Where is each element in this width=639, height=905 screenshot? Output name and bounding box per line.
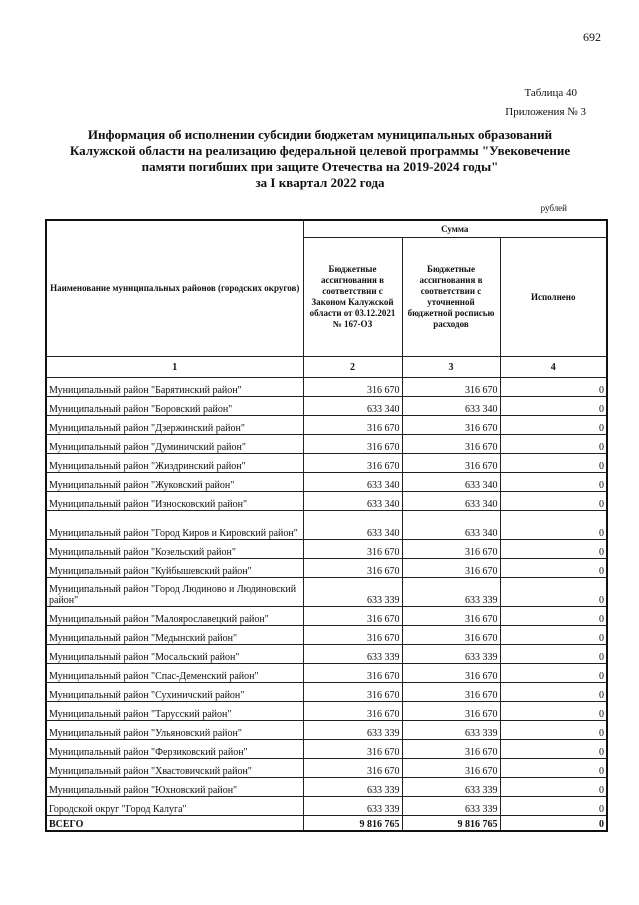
total-budget: 9 816 765: [402, 816, 500, 832]
table-row: [46, 607, 607, 626]
table-row: [46, 740, 607, 759]
executed-amount: 0: [500, 397, 607, 416]
executed-amount: 0: [500, 492, 607, 511]
header-sum: Сумма: [303, 220, 607, 238]
district-name: Муниципальный район "Тарусский район": [46, 702, 303, 721]
title-line: Информация об исполнении субсидии бюджетам муниципальных образований: [87, 127, 553, 142]
table-row: [46, 435, 607, 454]
law-allocation: 633 340: [303, 492, 402, 511]
column-number: 2: [303, 357, 402, 378]
district-name: Муниципальный район "Город Киров и Кировский район": [46, 511, 303, 540]
district-name: Муниципальный район "Спас-Деменский район": [46, 664, 303, 683]
table-row: [46, 702, 607, 721]
executed-amount: 0: [500, 797, 607, 816]
table-row: [46, 559, 607, 578]
column-number: 4: [500, 357, 607, 378]
appendix-label: Приложения № 3: [505, 106, 586, 118]
district-name: Муниципальный район "Сухиничский район": [46, 683, 303, 702]
budget-allocation: 633 340: [402, 397, 500, 416]
title-line: памяти погибших при защите Отечества на 2019-2024 годы": [141, 159, 499, 174]
title-line: за I квартал 2022 года: [255, 175, 385, 190]
table-row: [46, 721, 607, 740]
executed-amount: 0: [500, 740, 607, 759]
budget-allocation: 316 670: [402, 416, 500, 435]
law-allocation: 316 670: [303, 378, 402, 397]
district-name: Муниципальный район "Юхновский район": [46, 778, 303, 797]
table-row: [46, 578, 607, 607]
table-row: [46, 626, 607, 645]
executed-amount: 0: [500, 511, 607, 540]
district-name: Муниципальный район "Ульяновский район": [46, 721, 303, 740]
budget-allocation: 633 339: [402, 778, 500, 797]
law-allocation: 316 670: [303, 759, 402, 778]
district-name: Муниципальный район "Медынский район": [46, 626, 303, 645]
table-row: [46, 645, 607, 664]
executed-amount: 0: [500, 540, 607, 559]
budget-allocation: 633 339: [402, 645, 500, 664]
district-name: Муниципальный район "Малоярославецкий район": [46, 607, 303, 626]
executed-amount: 0: [500, 721, 607, 740]
table-row: [46, 416, 607, 435]
budget-allocation: 633 340: [402, 511, 500, 540]
document-title: [40, 127, 600, 191]
budget-allocation: 316 670: [402, 540, 500, 559]
budget-allocation: 316 670: [402, 683, 500, 702]
district-name: Муниципальный район "Износковский район": [46, 492, 303, 511]
budget-allocation: 316 670: [402, 626, 500, 645]
budget-allocation: 316 670: [402, 378, 500, 397]
executed-amount: 0: [500, 378, 607, 397]
law-allocation: 633 339: [303, 778, 402, 797]
units-label: рублей: [540, 203, 567, 213]
header-executed: Исполнено: [500, 238, 607, 357]
budget-allocation: 633 339: [402, 578, 500, 607]
executed-amount: 0: [500, 559, 607, 578]
law-allocation: 316 670: [303, 664, 402, 683]
executed-amount: 0: [500, 435, 607, 454]
executed-amount: 0: [500, 578, 607, 607]
table-row: [46, 759, 607, 778]
executed-amount: 0: [500, 683, 607, 702]
law-allocation: 316 670: [303, 559, 402, 578]
budget-allocation: 316 670: [402, 607, 500, 626]
executed-amount: 0: [500, 607, 607, 626]
budget-allocation: 316 670: [402, 740, 500, 759]
law-allocation: 316 670: [303, 435, 402, 454]
district-name: Муниципальный район "Город Людиново и Людиновский район": [46, 578, 303, 607]
law-allocation: 633 340: [303, 397, 402, 416]
column-number: 3: [402, 357, 500, 378]
executed-amount: 0: [500, 702, 607, 721]
law-allocation: 633 339: [303, 797, 402, 816]
table-number: Таблица 40: [524, 87, 577, 99]
table-row: [46, 378, 607, 397]
district-name: Муниципальный район "Жуковский район": [46, 473, 303, 492]
law-allocation: 316 670: [303, 416, 402, 435]
district-name: Муниципальный район "Ферзиковский район": [46, 740, 303, 759]
subsidy-table: [45, 219, 608, 832]
budget-allocation: 316 670: [402, 454, 500, 473]
law-allocation: 316 670: [303, 607, 402, 626]
executed-amount: 0: [500, 473, 607, 492]
district-name: Муниципальный район "Дзержинский район": [46, 416, 303, 435]
executed-amount: 0: [500, 645, 607, 664]
budget-allocation: 316 670: [402, 759, 500, 778]
law-allocation: 316 670: [303, 740, 402, 759]
budget-allocation: 633 339: [402, 721, 500, 740]
budget-allocation: 316 670: [402, 702, 500, 721]
header-budget-allocations: Бюджетные ассигнования в соответствии с уточненной бюджетной росписью расходов: [402, 238, 500, 357]
law-allocation: 633 339: [303, 721, 402, 740]
budget-allocation: 316 670: [402, 559, 500, 578]
budget-allocation: 633 340: [402, 473, 500, 492]
law-allocation: 316 670: [303, 454, 402, 473]
district-name: Городской округ "Город Калуга": [46, 797, 303, 816]
table-row: [46, 511, 607, 540]
budget-allocation: 633 340: [402, 492, 500, 511]
district-name: Муниципальный район "Боровский район": [46, 397, 303, 416]
total-row: [46, 816, 607, 832]
district-name: Муниципальный район "Думиничский район": [46, 435, 303, 454]
district-name: Муниципальный район "Жиздринский район": [46, 454, 303, 473]
law-allocation: 316 670: [303, 626, 402, 645]
district-name: Муниципальный район "Мосальский район": [46, 645, 303, 664]
header-name: Наименование муниципальных районов (городских округов): [46, 220, 303, 357]
table-row: [46, 540, 607, 559]
total-label: ВСЕГО: [46, 816, 303, 832]
total-law: 9 816 765: [303, 816, 402, 832]
total-executed: 0: [500, 816, 607, 832]
law-allocation: 633 340: [303, 511, 402, 540]
executed-amount: 0: [500, 416, 607, 435]
executed-amount: 0: [500, 454, 607, 473]
header-law-allocations: Бюджетные ассигнования в соответствии с Законом Калужской области от 03.12.2021 № 167-ОЗ: [303, 238, 402, 357]
table-row: [46, 397, 607, 416]
budget-allocation: 633 339: [402, 797, 500, 816]
budget-allocation: 316 670: [402, 664, 500, 683]
executed-amount: 0: [500, 778, 607, 797]
district-name: Муниципальный район "Козельский район": [46, 540, 303, 559]
executed-amount: 0: [500, 664, 607, 683]
table-row: [46, 683, 607, 702]
executed-amount: 0: [500, 626, 607, 645]
law-allocation: 633 340: [303, 473, 402, 492]
table-row: [46, 454, 607, 473]
table-row: [46, 664, 607, 683]
table-row: [46, 797, 607, 816]
title-line: Калужской области на реализацию федеральной целевой программы "Увековечение: [69, 143, 571, 158]
executed-amount: 0: [500, 759, 607, 778]
column-number: 1: [46, 357, 303, 378]
table-row: [46, 778, 607, 797]
law-allocation: 316 670: [303, 683, 402, 702]
law-allocation: 316 670: [303, 540, 402, 559]
district-name: Муниципальный район "Барятинский район": [46, 378, 303, 397]
law-allocation: 633 339: [303, 578, 402, 607]
budget-allocation: 316 670: [402, 435, 500, 454]
law-allocation: 316 670: [303, 702, 402, 721]
page-number: 692: [583, 30, 601, 44]
table-row: [46, 492, 607, 511]
district-name: Муниципальный район "Куйбышевский район": [46, 559, 303, 578]
table-row: [46, 473, 607, 492]
law-allocation: 633 339: [303, 645, 402, 664]
district-name: Муниципальный район "Хвастовичский район": [46, 759, 303, 778]
